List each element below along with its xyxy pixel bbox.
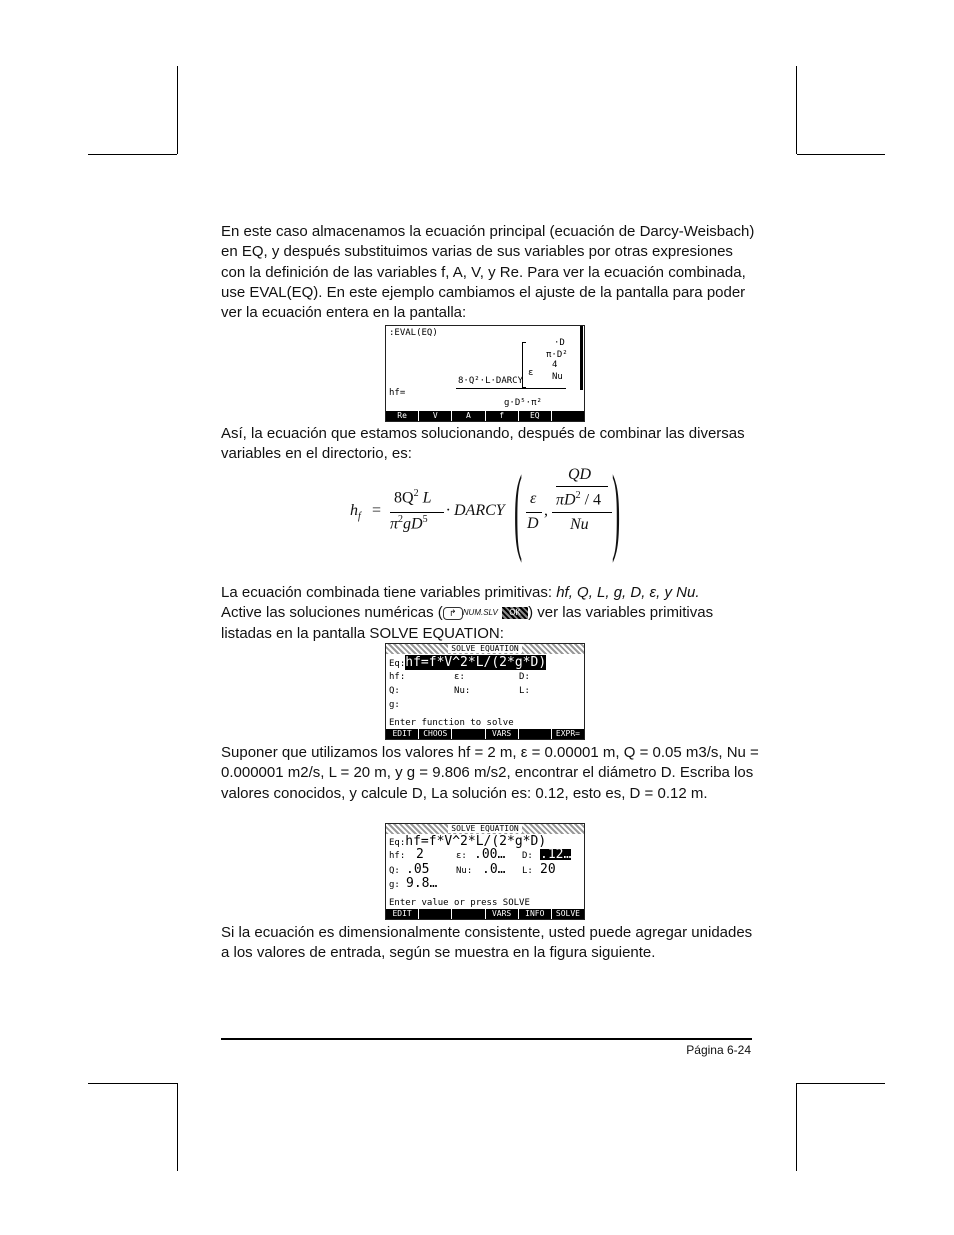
softkey[interactable]: Re [397, 411, 407, 420]
formula-qd: QD [568, 466, 592, 483]
softkey[interactable]: EDIT [392, 909, 412, 918]
softkey[interactable]: VARS [485, 909, 518, 919]
calculator-screen-solve-empty [385, 643, 585, 740]
screen-title: SOLVE EQUATION [386, 644, 584, 654]
formula-eps: ε [530, 490, 537, 507]
crop-mark [88, 1083, 177, 1084]
softkey[interactable] [518, 729, 551, 739]
fraction-bar [556, 486, 608, 487]
softkey[interactable]: EDIT [392, 729, 412, 738]
screen-frac-4: 4 [552, 360, 558, 370]
var-row-1[interactable]: hf: ε: D: [389, 672, 530, 682]
formula-lhs: $h_f$ [350, 502, 361, 523]
nu-label: Nu: [456, 866, 473, 876]
eps-field[interactable]: .00… [474, 847, 506, 862]
d-label: D: [522, 851, 533, 861]
fraction-bar [390, 512, 444, 513]
screen-line-eval: :EVAL(EQ) [389, 328, 438, 338]
formula-darcy [350, 456, 630, 564]
d-field[interactable]: .12… [540, 847, 572, 862]
q-field[interactable]: .05 [406, 862, 430, 877]
formula-pid: $\pi D^2 / 4$ [556, 490, 602, 509]
softkey-bar [386, 909, 584, 919]
paragraph-equation-intro: Así, la ecuación que estamos solucionando, después de combinar las diversas variables en el directorio, es: [221, 425, 745, 463]
eps-label: ε: [456, 851, 467, 861]
softkey[interactable] [418, 909, 451, 919]
screen-frac-nu: Nu [552, 372, 563, 382]
eq-field[interactable]: hf=f*V^2*L/(2*g*D) [405, 834, 547, 849]
page-number: Página 6-24 [686, 1043, 751, 1057]
paren-right: ) [612, 456, 621, 564]
crop-mark [88, 154, 177, 155]
crop-mark [796, 1083, 797, 1171]
crop-mark [177, 66, 178, 154]
eq-row: Eq:hf=f*V^2*L/(2*g*D) [389, 834, 547, 849]
softkey[interactable]: CHOOS [418, 729, 451, 739]
crop-mark [177, 1083, 178, 1171]
eq-row: Eq:hf=f*V^2*L/(2*g*D) [389, 655, 547, 670]
softkey[interactable]: V [418, 411, 451, 421]
nu-field[interactable]: .0… [482, 862, 506, 877]
scrollbar [580, 326, 583, 390]
footer-rule [221, 1038, 752, 1040]
paragraph-values: Suponer que utilizamos los valores hf = 2 m, ε = 0.00001 m, Q = 0.05 m3/s, Nu = 0.000001 m2/s, L = 20 m, y g = 9.806 m/s2, encontrar el diámetro D. Escriba los valores conocidos, y calcule D, La solución es: 0.12, esto es, D = 0.12 m. [221, 744, 759, 802]
num-slv-label: NUM.SLV [462, 608, 498, 618]
softkey[interactable] [451, 729, 484, 739]
screen-title: SOLVE EQUATION [386, 824, 584, 834]
screen-frac-pid: π·D² [546, 350, 568, 360]
formula-D: D [527, 515, 539, 532]
status-line: Enter value or press SOLVE [389, 898, 530, 908]
status-line: Enter function to solve [389, 718, 514, 728]
formula-equals: = [372, 502, 382, 519]
paragraph-primitives: La ecuación combinada tiene variables primitivas: hf, Q, L, g, D, ε, y Nu. Active las soluciones numéricas ( ↱ NUM.SLV OK ) ver las variables primitivas listadas en la pantalla SOLVE EQUATION: [221, 584, 714, 642]
paragraph-intro: En este caso almacenamos la ecuación principal (ecuación de Darcy-Weisbach) en EQ, y después substituimos varias de sus variables por otras expresiones con la definición de las variables f, A, V, y Re. Para ver la ecuación combinada, use EVAL(EQ). En este ejemplo cambiamos el ajuste de la pantalla para poder ver la ecuación entera en la pantalla: [221, 223, 755, 322]
softkey[interactable]: INFO [518, 909, 551, 919]
formula-nu: Nu [570, 516, 589, 533]
calculator-screen-eval [385, 325, 585, 422]
crop-mark [797, 1083, 885, 1084]
screen-frac-qd: ·D [554, 338, 565, 348]
softkey[interactable] [451, 909, 484, 919]
fraction-bar [552, 512, 612, 513]
paren-left: ( [514, 456, 523, 564]
softkey[interactable]: VARS [485, 729, 518, 739]
var-row-2[interactable]: Q: Nu: L: [389, 686, 530, 696]
crop-mark [797, 154, 885, 155]
screen-eq-lhs: hf= [389, 388, 406, 398]
eq-field[interactable]: hf=f*V^2*L/(2*g*D) [405, 655, 547, 670]
screen-numerator: 8·Q²·L·DARCY [458, 376, 524, 386]
var-row-3[interactable]: g: [389, 700, 400, 710]
crop-mark [796, 66, 797, 154]
q-label: Q: [389, 866, 400, 876]
bracket [522, 342, 526, 388]
l-field[interactable]: 20 [540, 862, 556, 877]
softkey[interactable]: A [451, 411, 484, 421]
formula-numerator: $8Q^2$ L [394, 488, 432, 507]
softkey[interactable]: SOLVE [551, 909, 584, 919]
g-label: g: [389, 880, 400, 890]
formula-comma: , [544, 502, 548, 519]
hf-label: hf: [389, 851, 406, 861]
softkey[interactable]: EXPR= [551, 729, 584, 739]
softkey-bar [386, 411, 584, 421]
paragraph-units: Si la ecuación es dimensionalmente consistente, usted puede agregar unidades a los valores de entrada, según se muestra en la figura siguiente. [221, 924, 753, 962]
fraction-bar [526, 512, 542, 513]
softkey[interactable]: EQ [518, 411, 551, 421]
calculator-screen-solve-filled [385, 823, 585, 920]
softkey-bar [386, 729, 584, 739]
hf-field[interactable]: 2 [416, 847, 424, 862]
shift-key[interactable]: ↱ [443, 607, 463, 620]
g-field[interactable]: 9.8… [406, 876, 438, 891]
screen-denominator: g·D⁵·π² [504, 398, 542, 408]
softkey[interactable] [551, 411, 584, 421]
formula-darcy-fn: · DARCY [446, 502, 505, 519]
fraction-bar [456, 388, 566, 389]
formula-denominator: $\pi^2gD^5$ [390, 514, 428, 533]
l-label: L: [522, 866, 533, 876]
screen-frac-eps: ε [528, 368, 534, 378]
ok-key[interactable]: OK [502, 607, 528, 619]
softkey[interactable]: f [485, 411, 518, 421]
